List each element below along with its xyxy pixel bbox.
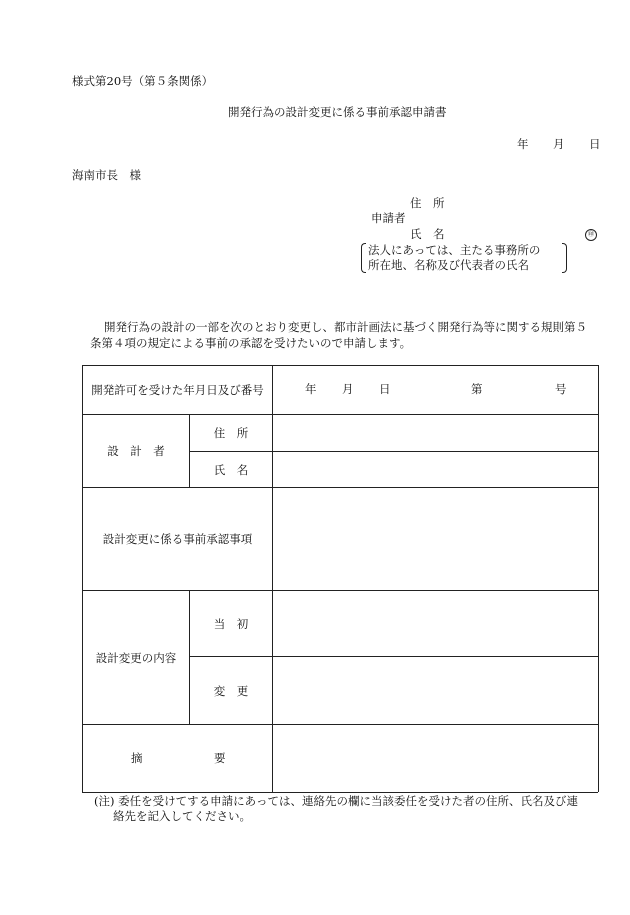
designer-address-label: 住 所 <box>213 426 249 440</box>
date-year-label: 年 <box>517 137 529 151</box>
permit-year-label: 年 <box>305 382 317 396</box>
table-border-bottom <box>82 792 598 793</box>
permit-day-label: 日 <box>379 382 391 396</box>
remarks-field[interactable] <box>273 725 598 792</box>
changed-label: 変 更 <box>213 683 249 698</box>
footnote-line2: 絡先を記入してください。 <box>113 809 251 823</box>
designer-name-label: 氏 名 <box>213 462 249 477</box>
permit-label: 開発許可を受けた年月日及び番号 <box>91 383 264 397</box>
permit-month-label: 月 <box>342 382 354 396</box>
initial-label: 当 初 <box>213 616 249 631</box>
applicant-address-label: 住 所 <box>410 196 445 210</box>
form-number: 様式第20号（第５条関係） <box>72 74 214 88</box>
body-text-line2: 条第４項の規定による事前の承認を受けたいので申請します。 <box>90 336 412 350</box>
designer-name-field[interactable] <box>273 452 598 487</box>
table-border-right <box>598 365 599 792</box>
document-title: 開発行為の設計変更に係る事前承認申請書 <box>228 105 447 119</box>
designer-address-field[interactable] <box>273 415 598 451</box>
permit-number-suffix: 号 <box>555 382 567 396</box>
body-text-line1: 開発行為の設計の一部を次のとおり変更し、都市計画法に基づく開発行為等に関する規則第５ <box>104 320 587 334</box>
designer-label: 設 計 者 <box>107 444 165 458</box>
corporate-note-line2: 所在地、名称及び代表者の氏名 <box>368 258 529 272</box>
approval-items-field[interactable] <box>273 488 598 590</box>
addressee: 海南市長 様 <box>72 168 141 182</box>
remarks-label-part1: 摘 <box>131 751 143 765</box>
initial-content-field[interactable] <box>273 591 598 656</box>
changed-content-field[interactable] <box>273 657 598 724</box>
approval-items-label: 設計変更に係る事前承認事項 <box>102 532 253 546</box>
corporate-note-line1: 法人にあっては、主たる事務所の <box>368 243 541 257</box>
permit-number-prefix: 第 <box>471 382 483 396</box>
left-bracket <box>361 243 366 273</box>
change-content-label: 設計変更の内容 <box>95 650 177 665</box>
remarks-label-part2: 要 <box>214 751 226 765</box>
applicant-name-label: 氏 名 <box>410 227 445 241</box>
right-bracket <box>562 243 567 273</box>
footnote-line1: (注) 委任を受けてする申請にあっては、連絡先の欄に当該委任を受けた者の住所、氏名及び連 <box>94 794 579 808</box>
applicant-label: 申請者 <box>371 211 406 225</box>
date-month-label: 月 <box>553 137 565 151</box>
date-day-label: 日 <box>589 137 601 151</box>
seal-icon: ㊞ <box>585 229 597 241</box>
